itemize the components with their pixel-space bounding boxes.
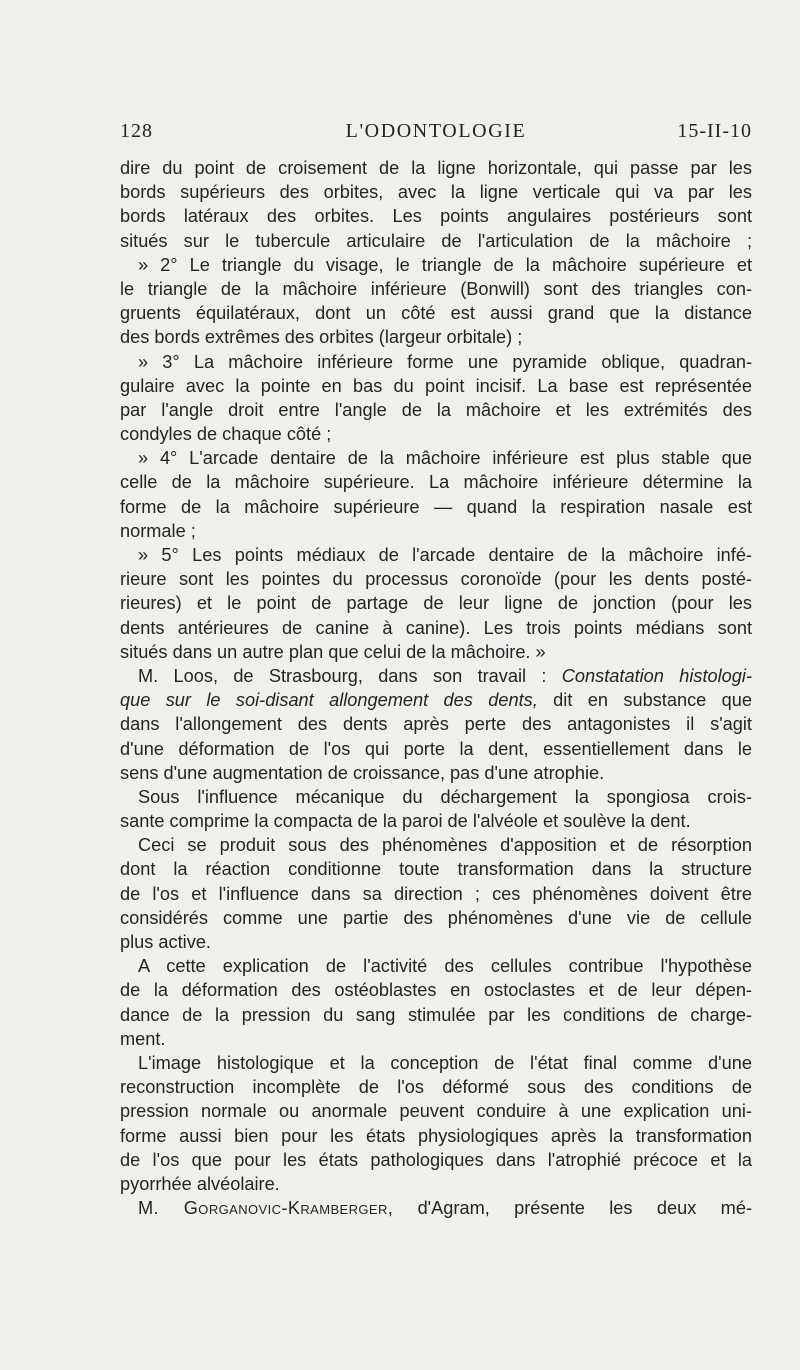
body-line: dire du point de croisement de la ligne horizontale, qui passe par les [120,158,752,178]
body-line: forme aussi bien pour les états physiologiques après la transformation [120,1125,752,1146]
body-line: de la déformation des ostéoblastes en ostoclastes et de leur dépen- [120,980,752,1001]
body-line: Sous l'influence mécanique du déchargement la spongiosa crois- [138,786,752,807]
body-line: ment. [120,1028,166,1049]
body-line: reconstruction incomplète de l'os déformé sous des conditions de [120,1077,752,1098]
body-line [120,664,752,688]
body-text-run: d'Agram, présente les deux mé- [393,1198,752,1219]
body-line: forme de la mâchoire supérieure — quand la respiration nasale est [120,496,752,517]
body-line: sens d'une augmentation de croissance, pas d'une atrophie. [120,762,605,783]
body-line: » 3° La mâchoire inférieure forme une pyramide oblique, quadran- [138,351,752,372]
body-line: celle de la mâchoire supérieure. La mâchoire inférieure détermine la [120,472,752,493]
body-line: normale ; [120,520,196,541]
body-line [120,1196,752,1220]
body-line: gulaire avec la pointe en bas du point incisif. La base est représentée [120,375,752,396]
body-line: A cette explication de l'activité des cellules contribue l'hypothèse [138,956,752,977]
body-line: bords latéraux des orbites. Les points angulaires postérieurs sont [120,206,752,227]
body-line: plus active. [120,932,211,952]
body-line: » 2° Le triangle du visage, le triangle de la mâchoire supérieure et [138,254,752,275]
body-line: bords supérieurs des orbites, avec la ligne verticale qui va par les [120,182,752,203]
body-line: des bords extrêmes des orbites (largeur orbitale) ; [120,327,523,348]
body-line [120,688,752,712]
body-line: Ceci se produit sous des phénomènes d'apposition et de résorption [138,835,752,856]
author-name: M. Gorganovic-Kramberger, [138,1198,394,1219]
body-line: de l'os et l'influence dans sa direction ; ces phénomènes doivent être [120,883,752,904]
body-line: dents antérieures de canine à canine). Les trois points médians sont [120,617,752,638]
italic-title-run: que sur le soi-disant allongement des dents, [120,690,538,711]
body-text-run: dit en substance que [537,690,752,711]
body-line: considérés comme une partie des phénomènes d'une vie de cellule [120,907,752,928]
body-line: rieures) et le point de partage de leur ligne de jonction (pour les [120,593,752,614]
body-line: situés dans un autre plan que celui de la mâchoire. » [120,641,546,662]
body-line: situés sur le tubercule articulaire de l'articulation de la mâchoire ; [120,230,752,251]
page-number: 128 [120,120,153,142]
body-line: » 4° L'arcade dentaire de la mâchoire inférieure est plus stable que [138,448,752,469]
body-line: dans l'allongement des dents après perte des antagonistes il s'agit [120,714,752,735]
body-text-run: M. Loos, de Strasbourg, dans son travail : [138,665,562,686]
body-line: rieure sont les pointes du processus coronoïde (pour les dents posté- [120,569,752,590]
italic-title-run: Constatation histologi- [561,665,752,686]
body-line: condyles de chaque côté ; [120,424,332,445]
body-line: L'image histologique et la conception de l'état final comme d'une [138,1052,752,1073]
body-line: dont la réaction conditionne toute transformation dans la structure [120,859,752,880]
body-text [120,156,752,1220]
body-line: pression normale ou anormale peuvent conduire à une explication uni- [120,1101,752,1122]
body-line: le triangle de la mâchoire inférieure (Bonwill) sont des triangles con- [120,278,752,299]
body-line: par l'angle droit entre l'angle de la mâchoire et les extrémités des [120,399,752,420]
body-line: de l'os que pour les états pathologiques dans l'atrophié précoce et la [120,1149,752,1170]
body-line: dance de la pression du sang stimulée par les conditions de charge- [120,1004,752,1025]
body-line: » 5° Les points médiaux de l'arcade dentaire de la mâchoire infé- [138,545,752,565]
running-header [120,120,752,148]
body-line: pyorrhée alvéolaire. [120,1173,280,1194]
body-line: sante comprime la compacta de la paroi de l'alvéole et soulève la dent. [120,811,691,832]
issue-date: 15-II-10 [677,120,752,142]
journal-title: L'ODONTOLOGIE [345,120,527,142]
body-line: d'une déformation de l'os qui porte la dent, essentiellement dans le [120,738,752,759]
body-line: gruents équilatéraux, dont un côté est aussi grand que la distance [120,303,752,324]
